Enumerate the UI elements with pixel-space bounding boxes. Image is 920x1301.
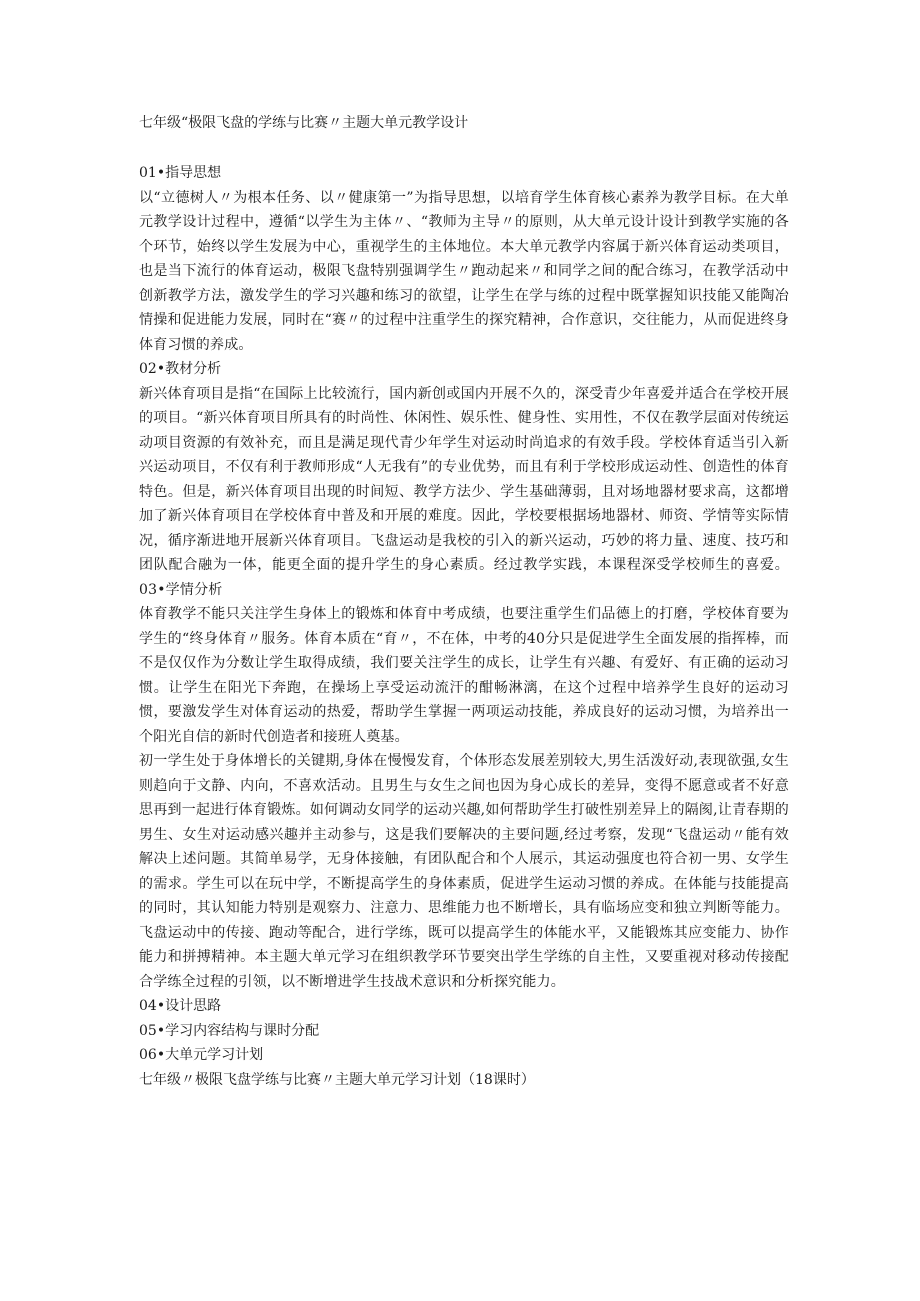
section-05-heading: 05•学习内容结构与课时分配 (139, 1022, 320, 1039)
document-page (139, 113, 789, 1092)
learning-plan-title: 七年级〃极限飞盘学练与比赛〃主题大单元学习计划（18课时） (139, 1071, 535, 1088)
section-02-paragraph: 新兴体育项目是指“在国际上比较流行，国内新创或国内开展不久的，深受青少年喜爱并适合在学校开展的项目。“新兴体育项目所具有的时尚性、休闲性、娱乐性、健身性、实用性，不仅在教学层面对传统运动项目资源的有效补充，而且是满足现代青少年学生对运动时尚追求的有效手段。学校体育适当引入新兴运动项目，不仅有利于教师形成“人无我有”的专业优势，而且有利于学校形成运动性、创造性的体育特色。但是，新兴体育项目出现的时间短、教学方法少、学生基础薄弱，且对场地器材要求高，这都增加了新兴体育项目在学校体育中普及和开展的难度。因此，学校要根据场地器材、师资、学情等实际情况，循序渐进地开展新兴体育项目。飞盘运动是我校的引入的新兴运动，巧妙的将力量、速度、技巧和团队配合融为一体，能更全面的提升学生的身心素质。经过教学实践，本课程深受学校师生的喜爱。03•学情分析 (139, 385, 789, 598)
document-title: 七年级“极限飞盘的学练与比赛〃主题大单元教学设计 (139, 115, 469, 131)
section-06-heading: 06•大单元学习计划 (139, 1047, 264, 1063)
section-03-paragraph-1: 体育教学不能只关注学生身体上的锻炼和体育中考成绩，也要注重学生们品德上的打磨，学校体育要为学生的“终身体育〃服务。体育本质在“育〃，不在体，中考的40分只是促进学生全面发展的指挥棒，而不是仅仅作为分数让学生取得成绩，我们要关注学生的成长，让学生有兴趣、有爱好、有正确的运动习惯。让学生在阳光下奔跑，在操场上享受运动流汗的酣畅淋漓，在这个过程中培养学生良好的运动习惯，要激发学生对体育运动的热爱，帮助学生掌握一两项运动技能，养成良好的运动习惯，为培养出一个阳光自信的新时代创造者和接班人奠基。 (139, 606, 789, 745)
section-01-heading: 01•指导思想 (139, 165, 222, 181)
section-04-heading: 04•设计思路 (139, 998, 222, 1014)
section-02-heading: 02•教材分析 (139, 361, 222, 377)
section-03-paragraph-2: 初一学生处于身体增长的关键期,身体在慢慢发育，个体形态发展差别较大,男生活泼好动,表现欲强,女生则趋向于文静、内向，不喜欢活动。且男生与女生之间也因为身心成长的差异，变得不愿意或者不好意思再到一起进行体育锻炼。如何调动女同学的运动兴趣,如何帮助学生打破性别差异上的隔阂,让青春期的男生、女生对运动感兴趣并主动参与，这是我们要解决的主要问题,经过考察，发现“飞盘运动〃能有效解决上述问题。其简单易学，无身体接触，有团队配合和个人展示，其运动强度也符合初一男、女学生的需求。学生可以在玩中学，不断提高学生的身体素质，促进学生运动习惯的养成。在体能与技能提高的同时，其认知能力特别是观察力、注意力、思维能力也不断增长，具有临场应变和独立判断等能力。飞盘运动中的传接、跑动等配合，进行学练，既可以提高学生的体能水平，又能锻炼其应变能力、协作能力和拼搏精神。本主题大单元学习在组织教学环节要突出学生学练的自主性，又要重视对移动传接配合学练全过程的引领，以不断增进学生技战术意识和分析探究能力。 (139, 753, 789, 990)
section-01-paragraph: 以“立德树人〃为根本任务、以〃健康第一”为指导思想，以培育学生体育核心素养为教学目标。在大单元教学设计过程中，遵循“以学生为主体〃、“教师为主导〃的原则，从大单元设计设计到教学实施的各个环节，始终以学生发展为中心，重视学生的主体地位。本大单元教学内容属于新兴体育运动类项目，也是当下流行的体育运动，极限飞盘特别强调学生〃跑动起来〃和同学之间的配合练习，在教学活动中创新教学方法，激发学生的学习兴趣和练习的欲望，让学生在学与练的过程中既掌握知识技能又能陶冶情操和促进能力发展，同时在“赛〃的过程中注重学生的探究精神，合作意识，交往能力，从而促进终身体育习惯的养成。 (139, 189, 789, 353)
